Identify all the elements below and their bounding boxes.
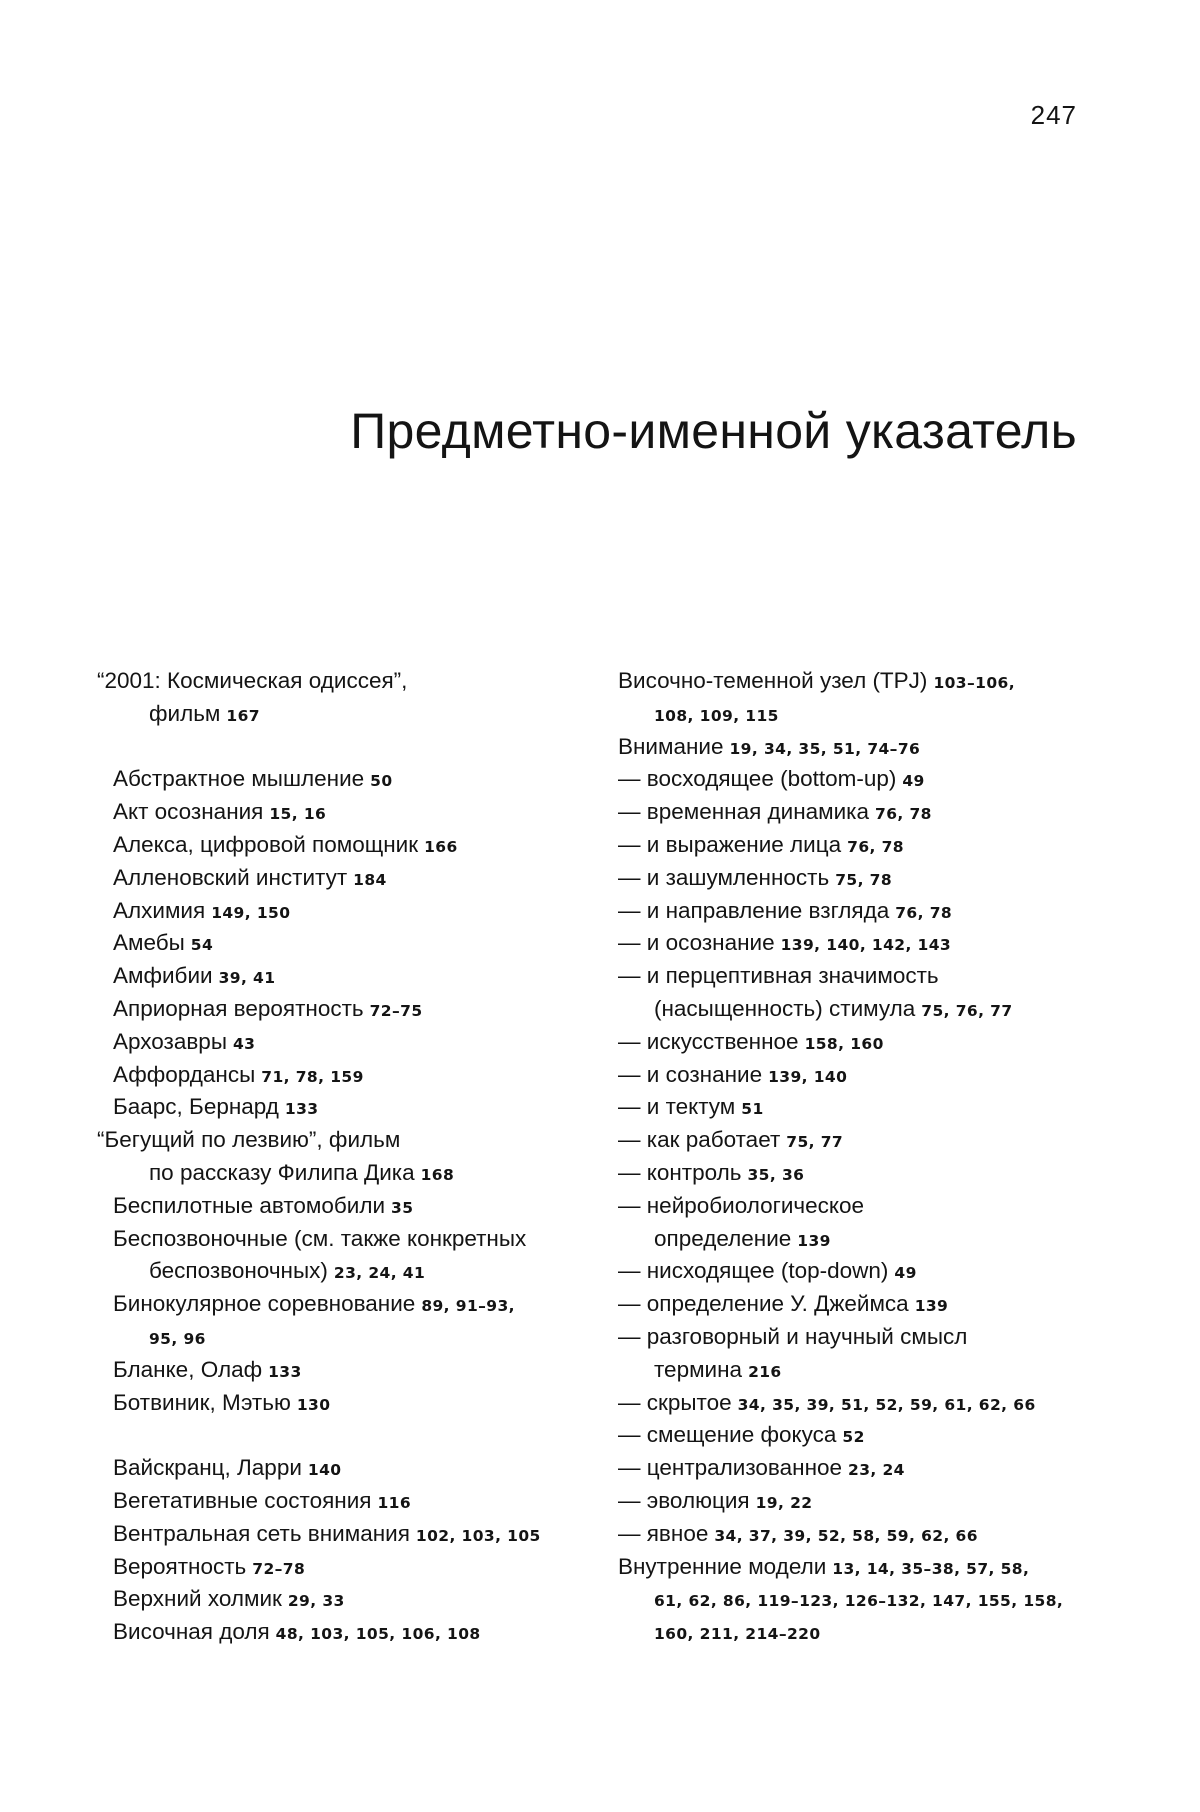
index-entry: [618, 1255, 1108, 1288]
entry-page-refs: 102, 103, 105: [415, 1526, 541, 1545]
index-entry: [97, 1354, 617, 1387]
index-entry: [618, 960, 1108, 993]
index-entry: [97, 993, 617, 1026]
entry-page-refs: 216: [748, 1362, 782, 1381]
index-column-left: [97, 665, 617, 1649]
index-entry: [97, 1026, 617, 1059]
entry-page-refs: 139: [914, 1297, 949, 1316]
index-entry: [97, 1321, 617, 1354]
entry-page-refs: 89, 91–93,: [421, 1297, 515, 1316]
entry-page-refs: 139, 140, 142, 143: [780, 936, 952, 955]
entry-page-refs: 158, 160: [804, 1034, 884, 1053]
entry-page-refs: 49: [894, 1264, 917, 1283]
index-entry: [97, 1551, 617, 1584]
entry-page-refs: 34, 37, 39, 52, 58, 59, 62, 66: [714, 1526, 978, 1545]
entry-page-refs: 35: [391, 1198, 414, 1217]
entry-page-refs: 34, 35, 39, 51, 52, 59, 61, 62, 66: [737, 1395, 1036, 1414]
index-entry: [618, 1452, 1108, 1485]
entry-term: — временная динамика: [618, 799, 870, 825]
entry-page-refs: 52: [842, 1428, 865, 1447]
index-entry: [97, 763, 617, 796]
index-entry: [97, 665, 617, 698]
index-entry: [97, 1223, 617, 1256]
index-entry: [618, 895, 1108, 928]
entry-page-refs: 139, 140: [768, 1067, 848, 1086]
index-entry: [618, 1026, 1108, 1059]
entry-term: Бланке, Олаф: [113, 1356, 263, 1382]
entry-page-refs: 35, 36: [747, 1165, 805, 1184]
entry-page-refs: 133: [284, 1100, 319, 1119]
entry-term: Беспилотные автомобили: [113, 1192, 386, 1218]
entry-term: — искусственное: [618, 1028, 799, 1054]
entry-term: Алхимия: [113, 897, 206, 923]
entry-page-refs: 54: [190, 936, 214, 955]
entry-page-refs: 140: [307, 1461, 342, 1480]
entry-term: термина: [654, 1356, 743, 1382]
page-number: 247: [1030, 100, 1077, 130]
entry-term: Бинокулярное соревнование: [113, 1291, 416, 1317]
entry-term: “Бегущий по лезвию”, фильм: [97, 1127, 401, 1153]
index-entry: [618, 1223, 1108, 1256]
index-entry: [97, 1091, 617, 1124]
index-entry: [618, 829, 1108, 862]
entry-term: — разговорный и научный смысл: [618, 1323, 968, 1349]
entry-term: Вегетативные состояния: [113, 1487, 372, 1513]
entry-term: — эволюция: [618, 1487, 750, 1513]
entry-term: Верхний холмик: [113, 1586, 282, 1612]
entry-term: — централизованное: [618, 1455, 843, 1481]
entry-term: Баарс, Бернард: [113, 1094, 279, 1120]
entry-term: Вероятность: [113, 1553, 247, 1579]
entry-page-refs: 166: [424, 837, 458, 856]
entry-page-refs: 72–75: [369, 1001, 423, 1020]
entry-term: — скрытое: [618, 1389, 732, 1415]
index-entry: [618, 1583, 1108, 1616]
entry-term: Височная доля: [113, 1619, 270, 1645]
entry-term: Акт осознания: [113, 799, 264, 825]
index-entry: [97, 1288, 617, 1321]
entry-term: — восходящее (bottom-up): [618, 766, 897, 792]
entry-term: — и направление взгляда: [618, 897, 890, 923]
index-entry: [97, 698, 617, 731]
entry-page-refs: 184: [353, 870, 387, 889]
entry-term: — и тектум: [618, 1094, 736, 1120]
entry-page-refs: 39, 41: [218, 969, 276, 988]
entry-term: — контроль: [618, 1159, 742, 1185]
index-entry: [618, 796, 1108, 829]
index-entry: [97, 1190, 617, 1223]
entry-page-refs: 149, 150: [211, 903, 291, 922]
entry-page-refs: 168: [420, 1165, 455, 1184]
index-column-right: [618, 665, 1108, 1649]
index-entry: [618, 1616, 1108, 1649]
entry-page-refs: 75, 77: [786, 1133, 844, 1152]
entry-page-refs: 72–78: [252, 1559, 306, 1578]
entry-page-refs: 139: [797, 1231, 831, 1250]
entry-page-refs: 108, 109, 115: [654, 706, 779, 725]
index-entry: [618, 1419, 1108, 1452]
entry-term: Алекса, цифровой помощник: [113, 831, 419, 857]
entry-term: Аффордансы: [113, 1061, 256, 1087]
entry-term: Абстрактное мышление: [113, 766, 365, 792]
index-entry: [618, 993, 1108, 1026]
index-entry: [618, 1551, 1108, 1584]
entry-term: беспозвоночных): [149, 1258, 328, 1284]
entry-page-refs: 160, 211, 214–220: [654, 1625, 821, 1644]
entry-page-refs: 75, 78: [835, 870, 893, 889]
index-entry: [97, 1157, 617, 1190]
index-entry: [618, 1387, 1108, 1420]
entry-term: Архозавры: [113, 1028, 227, 1054]
entry-term: Амебы: [113, 930, 185, 956]
entry-term: определение: [654, 1225, 792, 1251]
index-entry: [618, 1124, 1108, 1157]
entry-term: (насыщенность) стимула: [654, 995, 916, 1021]
index-entry: [97, 796, 617, 829]
entry-term: — как работает: [618, 1127, 781, 1153]
index-entry: [97, 960, 617, 993]
entry-page-refs: 29, 33: [287, 1592, 345, 1611]
index-entry: [618, 927, 1108, 960]
entry-term: — определение У. Джеймса: [618, 1291, 909, 1317]
entry-gap: [97, 731, 617, 764]
entry-page-refs: 49: [902, 772, 925, 791]
entry-term: — и зашумленность: [618, 864, 830, 890]
entry-term: Вайскранц, Ларри: [113, 1455, 302, 1481]
entry-term: Вентральная сеть внимания: [113, 1520, 410, 1546]
entry-page-refs: 95, 96: [149, 1329, 206, 1348]
index-entry: [618, 763, 1108, 796]
index-entry: [618, 1059, 1108, 1092]
index-entry: [97, 927, 617, 960]
index-entry: [618, 1288, 1108, 1321]
index-entry: [618, 1354, 1108, 1387]
entry-term: — и перцептивная значимость: [618, 963, 939, 989]
index-entry: [97, 1124, 617, 1157]
index-entry: [97, 1616, 617, 1649]
entry-term: Внутренние модели: [618, 1553, 827, 1579]
index-entry: [618, 1321, 1108, 1354]
entry-page-refs: 133: [268, 1362, 302, 1381]
entry-page-refs: 19, 22: [755, 1493, 813, 1512]
entry-page-refs: 50: [370, 772, 393, 791]
entry-page-refs: 76, 78: [847, 837, 904, 856]
page-title: Предметно-именной указатель: [350, 403, 1077, 459]
entry-term: Амфибии: [113, 963, 213, 989]
index-entry: [618, 1518, 1108, 1551]
index-entry: [618, 1190, 1108, 1223]
index-entry: [97, 1583, 617, 1616]
entry-term: — смещение фокуса: [618, 1422, 837, 1448]
entry-page-refs: 19, 34, 35, 51, 74–76: [729, 739, 921, 758]
entry-page-refs: 167: [226, 706, 260, 725]
entry-page-refs: 76, 78: [875, 805, 932, 824]
entry-page-refs: 51: [741, 1100, 764, 1119]
entry-page-refs: 13, 14, 35–38, 57, 58,: [832, 1559, 1030, 1578]
index-entry: [97, 1059, 617, 1092]
entry-term: Височно-теменной узел (TPJ): [618, 668, 928, 693]
index-entry: [97, 862, 617, 895]
entry-page-refs: 43: [233, 1034, 256, 1053]
entry-page-refs: 48, 103, 105, 106, 108: [275, 1625, 481, 1644]
entry-term: Внимание: [618, 733, 724, 759]
entry-gap: [97, 1419, 617, 1452]
entry-term: по рассказу Филипа Дика: [149, 1159, 415, 1185]
index-entry: [618, 698, 1108, 731]
index-entry: [97, 1255, 617, 1288]
entry-term: Алленовский институт: [113, 864, 348, 890]
entry-page-refs: 15, 16: [269, 805, 327, 824]
entry-page-refs: 23, 24: [848, 1461, 905, 1480]
index-entry: [618, 665, 1108, 698]
entry-term: — и сознание: [618, 1061, 763, 1087]
entry-term: — нейробиологическое: [618, 1192, 865, 1218]
index-entry: [618, 1091, 1108, 1124]
entry-page-refs: 76, 78: [895, 903, 953, 922]
entry-page-refs: 75, 76, 77: [921, 1001, 1013, 1020]
entry-term: — и выражение лица: [618, 831, 842, 857]
entry-page-refs: 23, 24, 41: [333, 1264, 426, 1283]
index-entry: [97, 1387, 617, 1420]
index-entry: [618, 1485, 1108, 1518]
entry-term: фильм: [149, 700, 221, 726]
entry-term: Ботвиник, Мэтью: [113, 1389, 291, 1415]
index-entry: [97, 1518, 617, 1551]
index-entry: [97, 895, 617, 928]
entry-term: — нисходящее (top-down): [618, 1258, 889, 1284]
index-entry: [97, 1452, 617, 1485]
entry-page-refs: 61, 62, 86, 119–123, 126–132, 147, 155, 158,: [654, 1592, 1064, 1611]
index-entry: [618, 862, 1108, 895]
index-entry: [97, 1485, 617, 1518]
entry-term: — и осознание: [618, 930, 775, 956]
entry-term: Беспозвоночные (см. также конкретных: [113, 1225, 527, 1251]
entry-page-refs: 71, 78, 159: [261, 1067, 364, 1086]
index-entry: [618, 1157, 1108, 1190]
index-entry: [618, 731, 1108, 764]
entry-term: — явное: [618, 1520, 709, 1546]
entry-page-refs: 103–106,: [933, 674, 1015, 692]
entry-term: Априорная вероятность: [113, 995, 364, 1021]
entry-term: “2001: Космическая одиссея”,: [97, 668, 408, 693]
entry-page-refs: 130: [296, 1395, 331, 1414]
index-entry: [97, 829, 617, 862]
entry-page-refs: 116: [377, 1493, 412, 1512]
